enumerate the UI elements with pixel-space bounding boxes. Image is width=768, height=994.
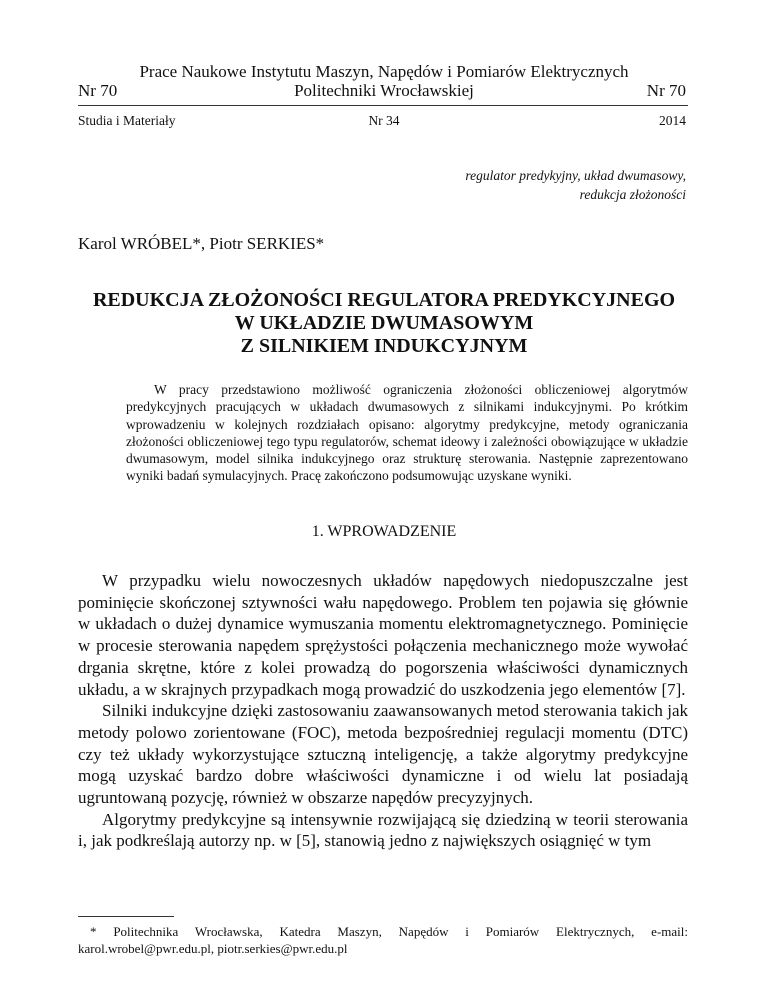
keywords-line1: regulator predykyjny, układ dwumasowy, xyxy=(465,168,686,183)
footnote-divider xyxy=(78,916,174,917)
series-number: Nr 34 xyxy=(368,113,400,128)
title-line2: W UKŁADZIE DWUMASOWYM xyxy=(234,312,534,334)
journal-number-right: Nr 70 xyxy=(646,81,686,100)
title-line1: REDUKCJA ZŁOŻONOŚCI REGULATORA PREDYKCYJNEGO xyxy=(92,289,676,311)
journal-number-left: Nr 70 xyxy=(78,81,118,100)
paragraph: Silniki indukcyjne dzięki zastosowaniu zaawansowanych metod sterowania takich jak metody polowo zorientowane (FOC), metoda bezpośredniej regulacji momentu (DTC) czy też układy wykorzystujące sztuczną inteligencję, a także algorytmy predykcyjne mogą uzyskać bardzo dobre właściwości dynamiczne i od wielu lat posiadają ugruntowaną pozycję, również w obszarze napędów precyzyjnych. xyxy=(78,701,688,808)
footnote: * Politechnika Wrocławska, Katedra Maszyn, Napędów i Pomiarów Elektrycznych, e-mail: karol.wrobel@pwr.edu.pl, piotr.serkies@pwr.edu.pl xyxy=(78,924,688,956)
authors: Karol WRÓBEL*, Piotr SERKIES* xyxy=(78,234,325,253)
body-text xyxy=(78,570,688,852)
series-name: Studia i Materiały xyxy=(78,113,176,128)
keywords-line2: redukcja złożoności xyxy=(579,187,686,202)
publication-year: 2014 xyxy=(659,113,686,128)
keywords xyxy=(386,166,686,204)
paper-title xyxy=(0,289,768,358)
journal-title-line2: Politechniki Wrocławskiej xyxy=(294,81,474,100)
header-divider xyxy=(78,105,688,106)
paragraph: Algorytmy predykcyjne są intensywnie rozwijającą się dziedziną w teorii sterowania i, jak podkreślają autorzy np. w [5], stanowią jedno z największych osiągnięć w tym xyxy=(78,809,688,851)
section-heading: 1. WPROWADZENIE xyxy=(311,523,457,540)
abstract: W pracy przedstawiono możliwość ograniczenia złożoności obliczeniowej algorytmów predykcyjnych pracujących w układach dwumasowych z silnikami indukcyjnymi. Po krótkim wprowadzeniu w kolejnych rozdziałach opisano: algorytmy predykcyjne, metody ograniczania złożoności obliczeniowej tego typu regulatorów, schemat ideowy i zależności obowiązujące w układzie dwumasowym, model silnika indukcyjnego oraz strukturę sterowania. Następnie zaprezentowano wyniki badań symulacyjnych. Pracę zakończono podsumowując uzyskane wyniki. xyxy=(126,382,688,484)
journal-title-line1: Prace Naukowe Instytutu Maszyn, Napędów i Pomiarów Elektrycznych xyxy=(139,62,629,81)
title-line3: Z SILNIKIEM INDUKCYJNYM xyxy=(240,335,528,357)
paragraph: W przypadku wielu nowoczesnych układów napędowych niedopuszczalne jest pominięcie skończonej sztywności wału napędowego. Problem ten pojawia się głównie w układach o dużej dynamice wymuszania momentu elektromagnetycznego. Pominięcie w procesie sterowania napędem sprężystości połączenia mechanicznego może wywołać drgania skrętne, które z kolei prowadzą do pogorszenia właściwości dynamicznych układu, a w skrajnych przypadkach mogą prowadzić do uszkodzenia jego elementów [7]. xyxy=(78,571,688,699)
